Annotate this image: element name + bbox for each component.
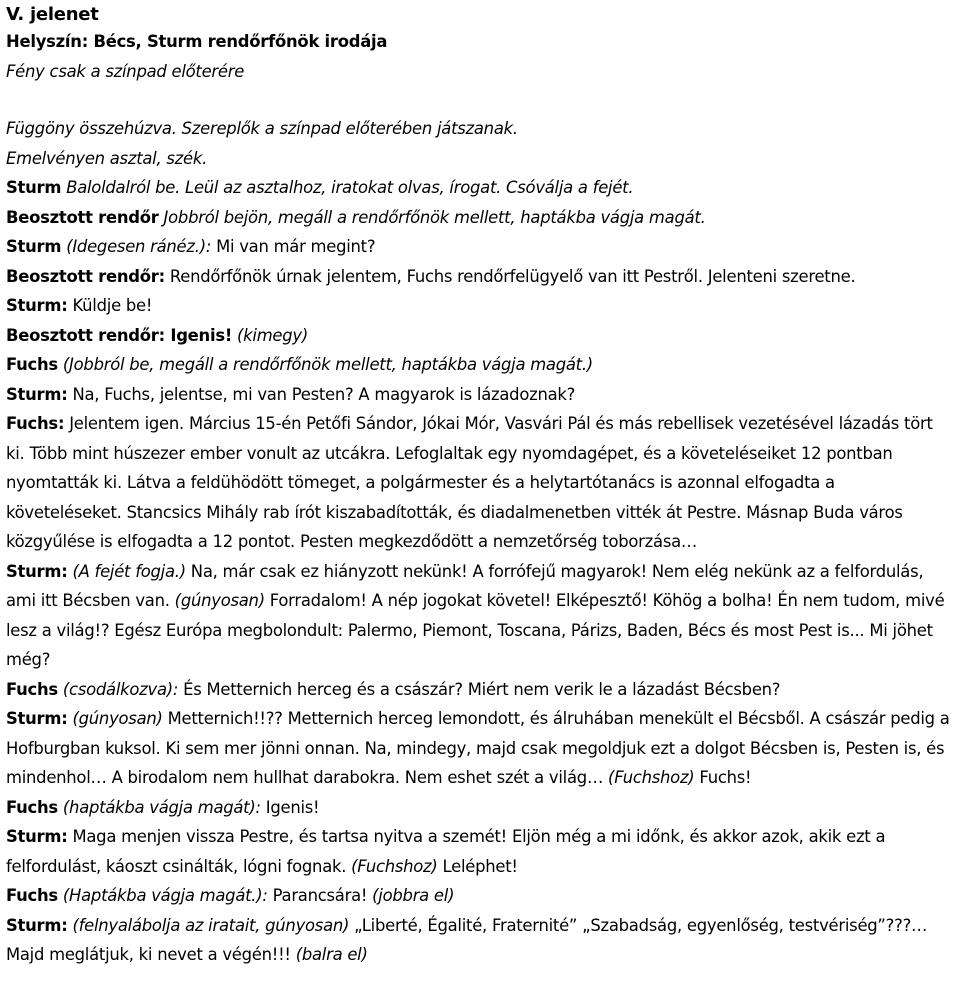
dialogue-text: Na, Fuchs, jelentse, mi van Pesten? A magyarok is lázadoznak? — [67, 384, 576, 404]
scene-lighting: Fény csak a színpad előterére — [6, 61, 245, 81]
script-line — [6, 173, 954, 203]
script-body — [6, 114, 954, 970]
script-line — [6, 822, 954, 881]
speaker-name: Sturm — [6, 237, 62, 256]
script-line — [6, 911, 954, 970]
script-line — [6, 380, 954, 410]
speaker-name: Sturm: — [6, 296, 68, 315]
script-line — [6, 262, 954, 292]
speaker-name: Beosztott rendőr: Igenis! — [6, 325, 233, 345]
dialogue-text: Parancsára! — [267, 886, 373, 905]
speaker-name: Sturm: — [6, 709, 68, 728]
dialogue-text: Rendőrfőnök úrnak jelentem, Fuchs rendőrfelügyelő van itt Pestről. Jelenteni szeretne. — [164, 266, 856, 286]
stage-direction: (Jobbról be, megáll a rendőrfőnök mellett, haptákba vágja magát.) — [57, 355, 593, 374]
speaker-name: Beosztott rendőr: — [6, 266, 165, 286]
stage-direction: (jobbra el) — [372, 886, 455, 905]
speaker-name: Fuchs — [6, 886, 58, 905]
dialogue-text: Mi van már megint? — [211, 237, 376, 256]
scene-title: V. jelenet — [6, 4, 99, 25]
dialogue-text: Igenis! — [260, 797, 320, 817]
dialogue-text: Küldje be! — [67, 296, 153, 315]
script-line — [6, 350, 954, 380]
stage-direction: (Fuchshoz) — [608, 768, 695, 787]
speaker-name: Sturm: — [6, 915, 68, 935]
stage-direction: (Haptákba vágja magát.): — [57, 886, 268, 905]
speaker-name: Fuchs — [6, 797, 58, 817]
stage-direction: (haptákba vágja magát): — [57, 797, 261, 817]
stage-direction: (Idegesen ránéz.): — [61, 237, 212, 256]
script-line — [6, 675, 954, 705]
script-line — [6, 144, 954, 174]
stage-direction: (csodálkozva): — [57, 679, 179, 699]
script-line — [6, 881, 954, 911]
script-line — [6, 557, 954, 675]
dialogue-text: És Metternich herceg és a császár? Miért nem verik le a lázadást Bécsben? — [178, 679, 781, 699]
stage-direction: (gúnyosan) — [67, 709, 163, 728]
script-line — [6, 203, 954, 233]
script-line — [6, 321, 954, 351]
stage-direction: Baloldalról be. Leül az asztalhoz, iratokat olvas, írogat. Csóválja a fejét. — [61, 178, 634, 197]
stage-direction: Emelvényen asztal, szék. — [6, 148, 208, 168]
stage-direction: Jobbról bejön, megáll a rendőrfőnök mellett, haptákba vágja magát. — [158, 207, 706, 227]
speaker-name: Sturm: — [6, 827, 68, 846]
dialogue-text: Fuchs! — [694, 768, 752, 787]
dialogue-text: Forradalom! A nép jogokat követel! Elképesztő! Köhög a bolha! Én nem tudom, mivé lesz a világ!? Egész Európa megbolondult: Palermo, Piemont, Toscana, Párizs, Baden, Bécs és most Pest is... Mi jöhet még? — [6, 591, 945, 669]
speaker-name: Sturm: — [6, 384, 68, 404]
dialogue-text: Na, már csak ez hiányzott nekünk! A forrófejű magyarok! Nem elég nekünk az a felfordulás, ami itt Bécsben van. — [6, 561, 924, 610]
script-line — [6, 704, 954, 793]
stage-direction: (kimegy) — [232, 325, 309, 345]
stage-direction: (Fuchshoz) — [351, 856, 438, 876]
script-line — [6, 409, 954, 557]
script-line — [6, 114, 954, 144]
speaker-name: Fuchs — [6, 679, 58, 699]
script-line — [6, 291, 954, 321]
dialogue-text: Jelentem igen. Március 15-én Petőfi Sándor, Jókai Mór, Vasvári Pál és más rebellisek vezetésével lázadás tört ki. Több mint húszezer ember vonult az utcákra. Lefoglaltak egy nyomdagépet, és a követeléseiket 12 pontban nyomtatták ki. Látva a feldühödött tömeget, a polgármester és a helytartótanács is azonnal elfogadta a követeléseket. Stancsics Mihály rab írót kiszabadították, és diadalmenetben vitték át Pestre. Másnap Buda város közgyűlése is elfogadta a 12 pontot. Pesten megkezdődött a nemzetőrség toborzása… — [6, 414, 933, 551]
script-line — [6, 232, 954, 262]
speaker-name: Sturm: — [6, 561, 68, 581]
dialogue-text: Maga menjen vissza Pestre, és tartsa nyitva a szemét! Eljön még a mi időnk, és akkor azok, akik ezt a felfordulást, káoszt csinálták, lógni fognak. — [6, 827, 886, 876]
speaker-name: Beosztott rendőr — [6, 207, 159, 227]
stage-direction: Függöny összehúzva. Szereplők a színpad előterében játszanak. — [6, 119, 518, 138]
dialogue-text: Metternich!!?? Metternich herceg lemondott, és álruhában menekült el Bécsből. A császár pedig a Hofburgban kuksol. Ki sem mer jönni onnan. Na, mindegy, majd csak megoldjuk ezt a dolgot Bécsben is, Pesten is, és mindenhol… A birodalom nem hullhat darabokra. Nem eshet szét a világ… — [6, 709, 950, 787]
scene-location: Helyszín: Bécs, Sturm rendőrfőnök irodája — [6, 32, 388, 51]
speaker-name: Fuchs — [6, 355, 58, 374]
stage-direction: (balra el) — [295, 945, 368, 964]
script-line — [6, 793, 954, 823]
stage-direction: (gúnyosan) — [174, 591, 265, 610]
speaker-name: Fuchs: — [6, 414, 65, 433]
dialogue-text: Leléphet! — [437, 856, 518, 876]
stage-direction: (A fejét fogja.) — [67, 561, 186, 581]
stage-direction: (felnyalábolja az iratait, gúnyosan) — [67, 915, 350, 935]
dialogue-text: „Liberté, Égalité, Fraternité” „Szabadság, egyenlőség, testvériség”???… Majd meglátjuk, ki nevet a végén!!! — [6, 915, 928, 964]
speaker-name: Sturm — [6, 178, 62, 197]
spacer — [6, 86, 954, 114]
